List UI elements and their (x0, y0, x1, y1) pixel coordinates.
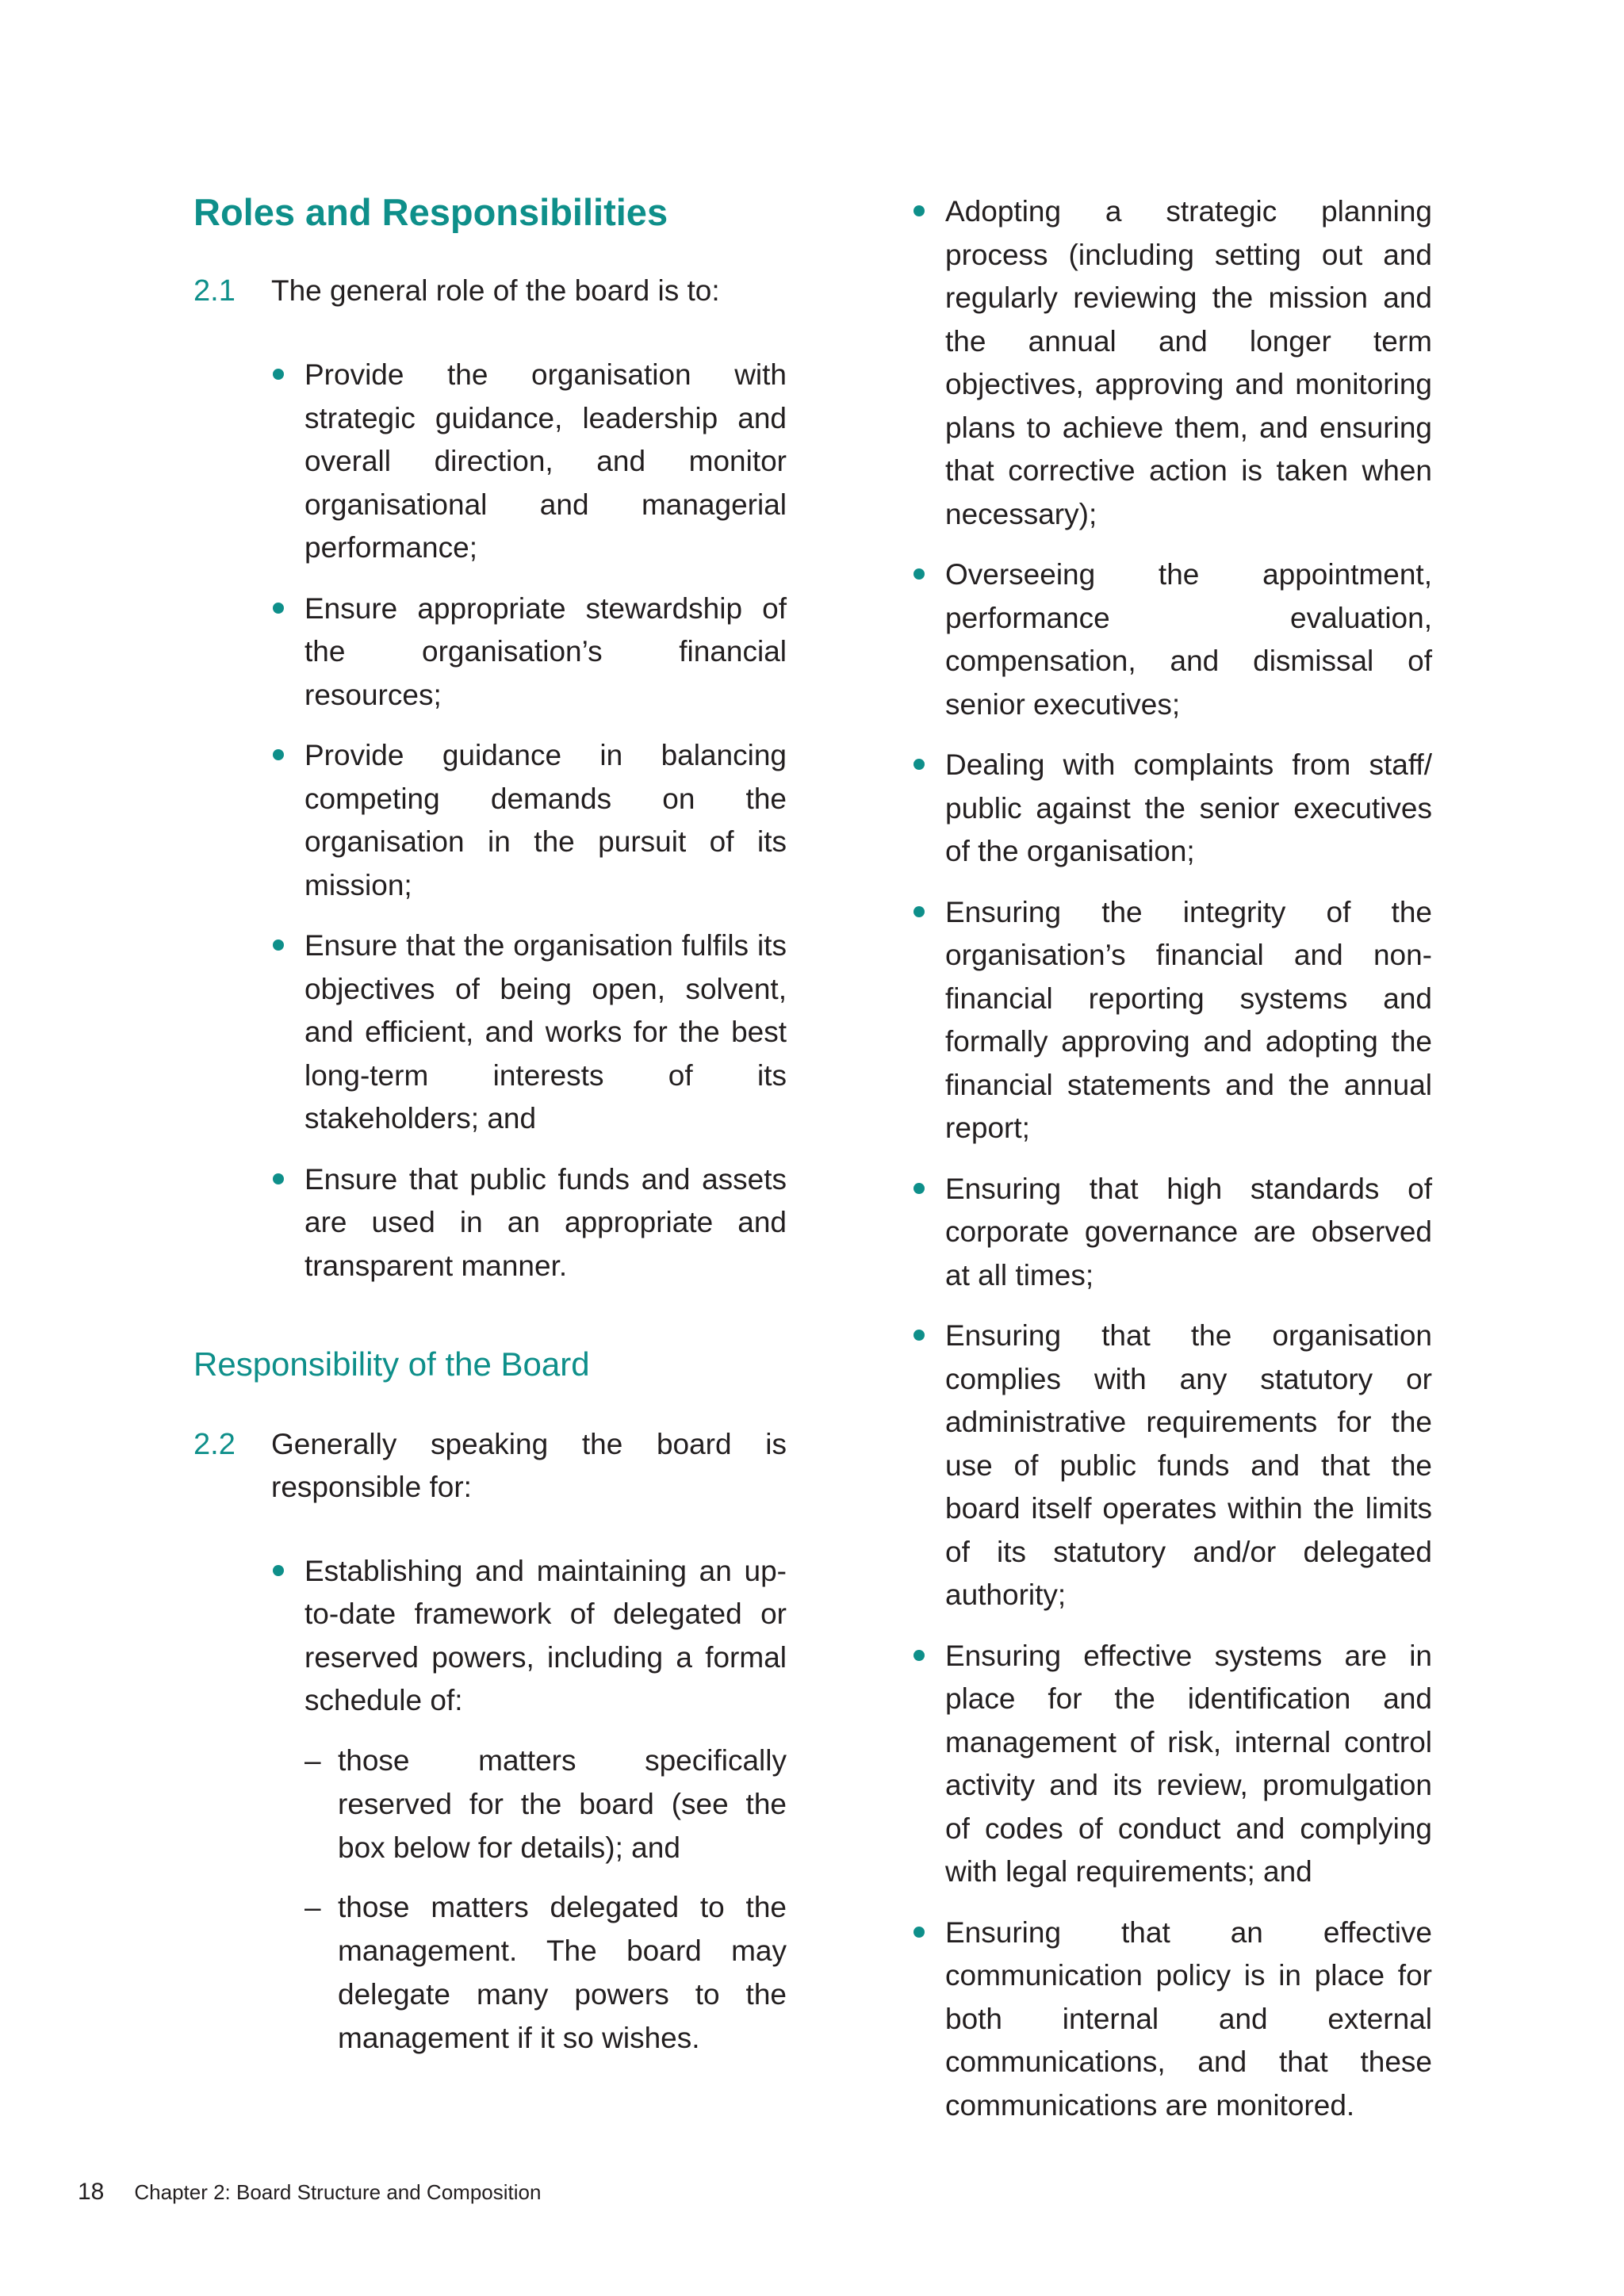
responsibility-list-continued (912, 190, 1432, 2127)
bullet-icon (273, 939, 284, 951)
list-item-text: Ensure that the organisation fulfils its objectives of being open, solvent, and efficient, and works for the best long-term interests of its stakeholders; and (304, 929, 787, 1135)
list-item (271, 1158, 787, 1288)
list-item-text: Adopting a strategic planning process (including setting out and regularly reviewing the mission and the annual and longer term objectives, approving and monitoring plans to achieve them, and ensuring that corrective action is taken when necessary); (945, 195, 1432, 530)
list-item (912, 1168, 1432, 1298)
list-item (912, 744, 1432, 874)
list-item-text: Ensuring that an effective communication policy is in place for both internal and external communications, and that these communications are monitored. (945, 1915, 1432, 2122)
subsection-heading: Responsibility of the Board (193, 1345, 590, 1383)
section-heading: Roles and Responsibilities (193, 191, 668, 233)
responsibility-list (193, 1550, 787, 2060)
list-item (271, 587, 787, 718)
list-item-text: Dealing with complaints from staff/ public against the senior executives of the organisation; (945, 748, 1432, 867)
paragraph-2-2 (193, 1423, 787, 1509)
dash-icon: – (304, 1743, 321, 1777)
bullet-icon (914, 906, 925, 917)
role-list (193, 354, 787, 1288)
bullet-icon (914, 1650, 925, 1661)
list-item (912, 1314, 1432, 1617)
list-item-text: Overseeing the appointment, performance evaluation, compensation, and dismissal of senior executives; (945, 558, 1432, 721)
paragraph-text: Generally speaking the board is responsible for: (271, 1427, 787, 1503)
paragraph-text: The general role of the board is to: (271, 274, 720, 308)
list-item-text: Ensuring effective systems are in place for the identification and management of risk, internal control activity and its review, promulgation of codes of conduct and complying with legal requirements; and (945, 1639, 1432, 1888)
list-item (271, 354, 787, 570)
list-item (271, 924, 787, 1141)
bullet-icon (273, 1173, 284, 1184)
list-item (271, 1550, 787, 2060)
list-item (912, 190, 1432, 536)
bullet-icon (914, 1183, 925, 1194)
paragraph-number: 2.1 (193, 274, 236, 308)
bullet-icon (914, 759, 925, 770)
list-item-text: Establishing and maintaining an up-to-date framework of delegated or reserved powers, including a formal schedule of: (304, 1554, 787, 1717)
list-item-text: Ensure that public funds and assets are used in an appropriate and transparent manner. (304, 1162, 787, 1282)
paragraph-2-1 (193, 270, 787, 312)
schedule-sublist (304, 1739, 787, 2060)
sublist-item-text: those matters delegated to the management. The board may delegate many powers to the management if it so wishes. (338, 1890, 787, 2054)
chapter-title: Chapter 2: Board Structure and Composition (134, 2180, 542, 2204)
list-item (912, 553, 1432, 726)
sublist-item-text: those matters specifically reserved for the board (see the box below for details); and (338, 1743, 787, 1864)
paragraph-number: 2.2 (193, 1427, 236, 1461)
sublist-item (304, 1739, 787, 1869)
list-item (912, 1635, 1432, 1894)
bullet-icon (914, 1927, 925, 1938)
list-item-text: Ensure appropriate stewardship of the organisation’s financial resources; (304, 591, 787, 711)
dash-icon: – (304, 1890, 321, 1923)
list-item (912, 1911, 1432, 2128)
bullet-icon (914, 1330, 925, 1341)
bullet-icon (914, 205, 925, 216)
right-column (912, 190, 1432, 2145)
page-footer (78, 2179, 541, 2206)
bullet-icon (914, 568, 925, 580)
bullet-icon (273, 749, 284, 760)
page-number: 18 (78, 2179, 105, 2205)
bullet-icon (273, 1565, 284, 1576)
list-item-text: Ensuring that high standards of corporate governance are observed at all times; (945, 1172, 1432, 1292)
left-column (193, 190, 787, 2077)
list-item-text: Ensuring that the organisation complies with any statutory or administrative requirements for the use of public funds and that the board itself operates within the limits of its statutory and/or delegated authority; (945, 1319, 1432, 1611)
list-item (912, 891, 1432, 1150)
list-item (271, 734, 787, 907)
bullet-icon (273, 369, 284, 380)
sublist-item (304, 1885, 787, 2060)
bullet-icon (273, 603, 284, 614)
list-item-text: Ensuring the integrity of the organisation’s financial and non-financial reporting systems and formally approving and adopting the financial statements and the annual report; (945, 895, 1432, 1144)
list-item-text: Provide guidance in balancing competing demands on the organisation in the pursuit of its mission; (304, 739, 787, 901)
list-item-text: Provide the organisation with strategic guidance, leadership and overall direction, and monitor organisational and managerial performance; (304, 358, 787, 564)
